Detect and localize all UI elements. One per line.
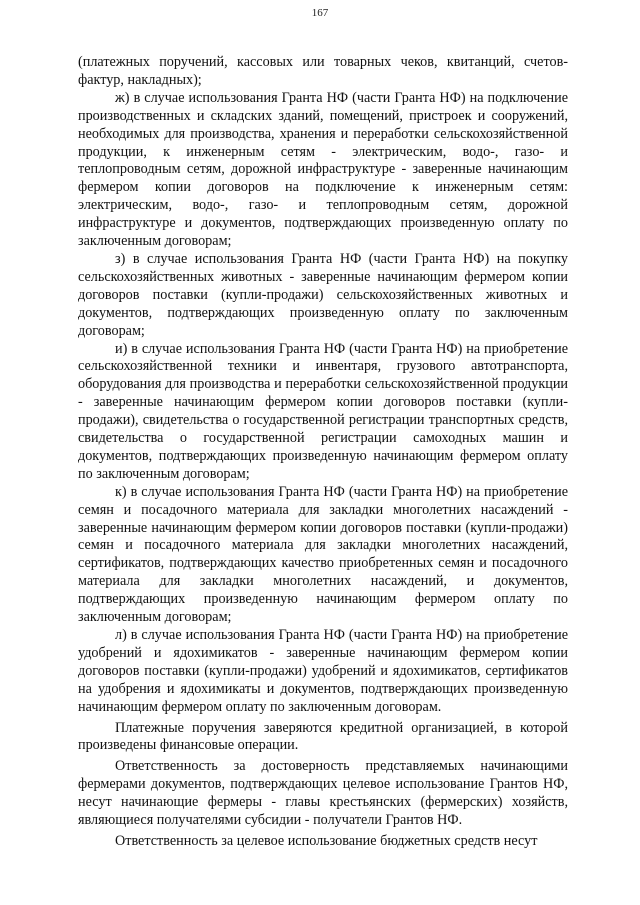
paragraph-item-zh: ж) в случае использования Гранта НФ (части Гранта НФ) на подключение производственных и складских зданий, помещений, пристроек и сооружений, необходимых для производства, хранения и переработки сельскохозяйственной продукции, к инженерным сетям - электрическим, водо-, газо- и теплопроводным сетям, дорожной инфраструктуре - заверенные начинающим фермером копии договоров на подключение к инженерным сетям: электрическим, водо-, газо- и теплопроводным сетям, дорожной инфраструктуре и документов, подтверждающих произведенную оплату по заключенным договорам; xyxy=(78,89,568,250)
paragraph-item-z: з) в случае использования Гранта НФ (части Гранта НФ) на покупку сельскохозяйственных животных - заверенные начинающим фермером копии договоров поставки (купли-продажи) сельскохозяйственных животных и документов, подтверждающих произведенную оплату по заключенным договорам; xyxy=(78,250,568,339)
paragraph-continuation: (платежных поручений, кассовых или товарных чеков, квитанций, счетов-фактур, накладных); xyxy=(78,54,568,88)
paragraph-responsibility-budget: Ответственность за целевое использование бюджетных средств несут xyxy=(115,832,538,849)
document-body xyxy=(78,54,568,851)
paragraph-item-l: л) в случае использования Гранта НФ (части Гранта НФ) на приобретение удобрений и ядохимикатов - заверенные начинающим фермером копии договоров поставки (купли-продажи) удобрений и ядохимикатов, сертификатов на удобрения и ядохимикаты и документов, подтверждающих произведенную начинающим фермером оплату по заключенным договорам. xyxy=(78,627,568,715)
page-number: 167 xyxy=(311,7,329,19)
paragraph-payment-orders: Платежные поручения заверяются кредитной организацией, в которой произведены финансовые операции. xyxy=(78,719,568,754)
paragraph-item-k: к) в случае использования Гранта НФ (части Гранта НФ) на приобретение семян и посадочного материала для закладки многолетних насаждений - заверенные начинающим фермером копии договоров поставки (купли-продажи) семян и посадочного материала для закладки многолетних насаждений, сертификатов, подтверждающих качество приобретенных семян и посадочного материала для закладки многолетних насаждений, и документов, подтверждающих произведенную начинающим фермером оплату по заключенным договорам; xyxy=(78,483,568,626)
paragraph-responsibility-documents: Ответственность за достоверность представляемых начинающими фермерами документов, подтверждающих целевое использование Грантов НФ, несут начинающие фермеры - главы крестьянских (фермерских) хозяйств, являющиеся получателями субсидии - получатели Грантов НФ. xyxy=(78,758,568,829)
paragraph-item-i: и) в случае использования Гранта НФ (части Гранта НФ) на приобретение сельскохозяйственной техники и инвентаря, грузового автотранспорта, оборудования для производства и переработки сельскохозяйственной продукции - заверенные начинающим фермером копии договоров поставки (купли-продажи), свидетельства о государственной регистрации транспортных средств, свидетельства о государственной регистрации самоходных машин и документов, подтверждающих произведенную начинающим фермером оплату по заключенным договорам; xyxy=(78,340,568,482)
